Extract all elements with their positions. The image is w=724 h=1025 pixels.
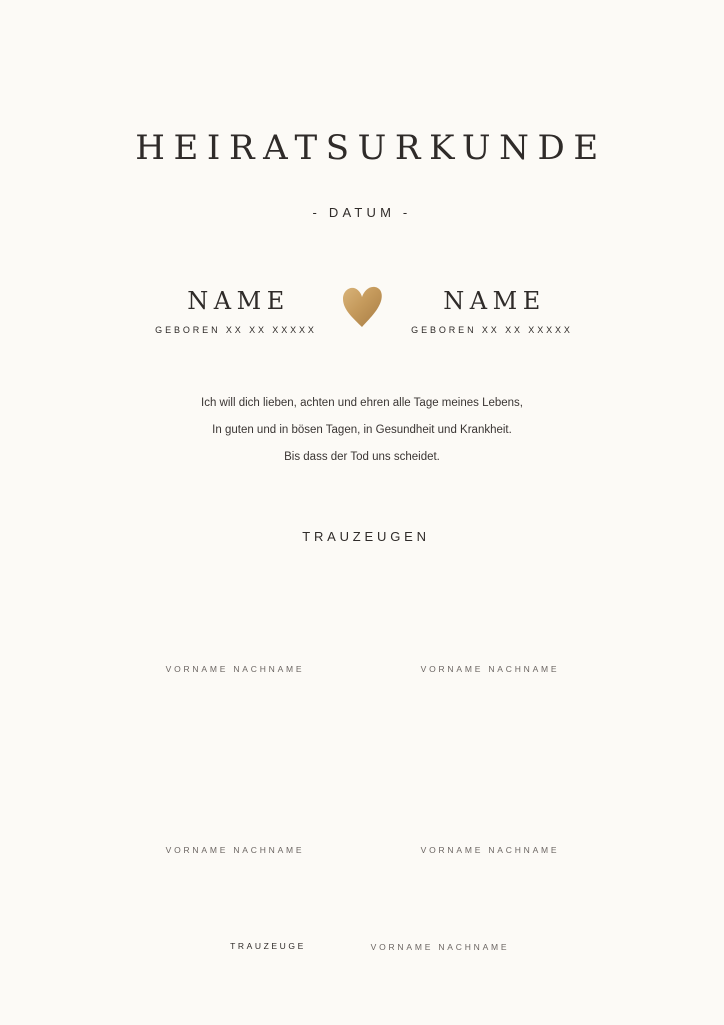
vow-line: Bis dass der Tod uns scheidet. bbox=[284, 451, 440, 463]
single-witness-label: TRAUZEUGE bbox=[230, 941, 306, 951]
partner-right-birth: GEBOREN XX XX XXXXX bbox=[411, 325, 573, 335]
witness-signature-1: VORNAME NACHNAME bbox=[165, 664, 305, 674]
certificate-title: HEIRATSURKUNDE bbox=[135, 128, 607, 168]
single-witness-signature: VORNAME NACHNAME bbox=[370, 942, 510, 952]
witness-signature-4: VORNAME NACHNAME bbox=[420, 845, 560, 855]
partner-left-birth: GEBOREN XX XX XXXXX bbox=[155, 325, 317, 335]
witness-signature-3: VORNAME NACHNAME bbox=[165, 845, 305, 855]
partner-right bbox=[392, 286, 592, 336]
partner-right-name: NAME bbox=[443, 287, 546, 315]
vow-line: In guten und in bösen Tagen, in Gesundheit und Krankheit. bbox=[212, 424, 512, 436]
vows-text bbox=[0, 393, 724, 474]
witnesses-heading: TRAUZEUGEN bbox=[302, 529, 430, 544]
date-label: - DATUM - bbox=[312, 205, 412, 220]
heart-icon bbox=[340, 283, 384, 329]
witness-signature-2: VORNAME NACHNAME bbox=[420, 664, 560, 674]
partner-left bbox=[136, 286, 336, 336]
vow-line: Ich will dich lieben, achten und ehren alle Tage meines Lebens, bbox=[201, 397, 523, 409]
partner-left-name: NAME bbox=[187, 287, 290, 315]
